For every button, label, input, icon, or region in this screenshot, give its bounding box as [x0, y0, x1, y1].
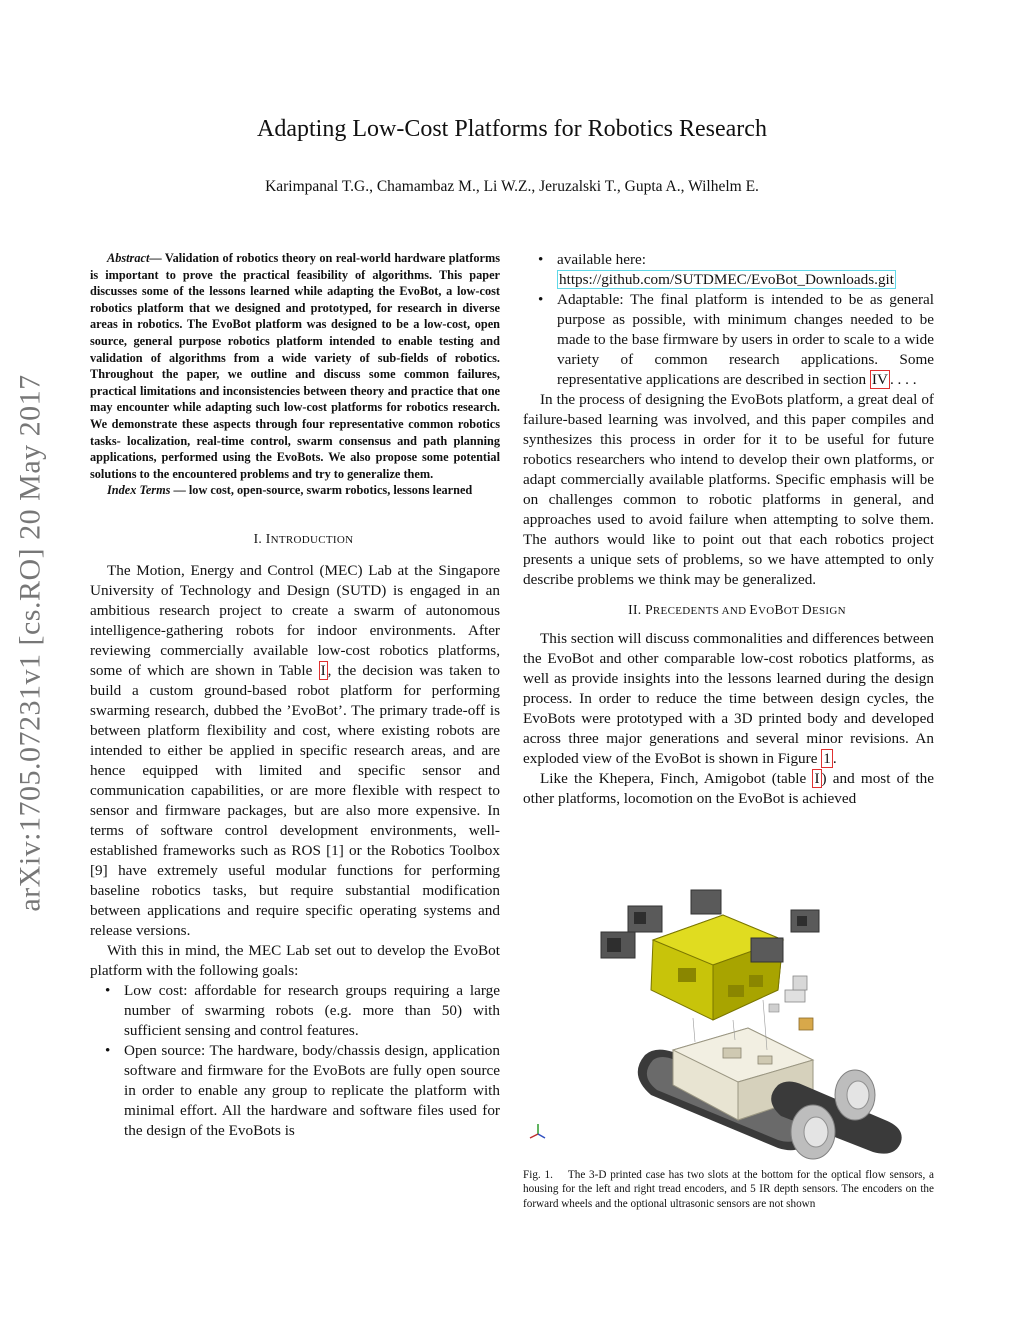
table-ref-link[interactable]: I — [814, 770, 820, 787]
goals-list-3 — [523, 290, 934, 390]
figure-caption: Fig. 1. The 3-D printed case has two slots at the bottom for the optical flow sensors, a housing for the left and right tread encoders, and 5 IR depth sensors. The encoders on the forward wheels and the optional ultrasonic sensors are not shown — [523, 1169, 934, 1210]
front-wheel-left — [791, 1105, 835, 1159]
table-ref-link[interactable]: I — [320, 661, 326, 679]
list-item-continued: • available here: https://github.com/SUTDMEC/EvoBot_Downloads.git — [523, 250, 934, 290]
axis-triad-icon — [530, 1124, 545, 1138]
abstract-text: — Validation of robotics theory on real-world hardware platforms is important to prove the practical feasibility of algorithms. This paper discusses some of the lessons learned while adapting the EvoBot, a low-cost robotics platform that we designed and prototyped, for research in diverse areas in robotics. The EvoBot platform was designed to be a low-cost, open source, general purpose robotics platform intended to enable testing and validation of algorithms from a wide variety of sub-fields of robotics. Throughout the paper, we outline and discuss some common failures, practical limitations and inconsistencies between theory and practice that one may encounter while adapting such low-cost platforms for robotics research. We demonstrate these aspects through four representative common robotics tasks- localization, real-time control, swarm consensus and path planning applications, performed using the EvoBots. We also propose some potential solutions to the encountered problems and try to generalize them. — [90, 251, 500, 481]
intro-paragraph-2: With this in mind, the MEC Lab set out to develop the EvoBot platform with the following goals: — [90, 941, 500, 979]
goals-list — [90, 981, 500, 1141]
right-column — [523, 250, 934, 809]
left-column — [90, 250, 500, 1141]
section-heading-introduction: I. INTRODUCTION — [253, 530, 354, 546]
intro-paragraph-3: In the process of designing the EvoBots platform, a great deal of failure-based learning was involved, and this paper compiles and synthesizes this process in order for it to be useful for future robotics researchers who intend to develop their own platforms, or adapt commercially available platforms. Specific emphasis will be on challenges common to robotic platforms in general, and approaches used to avoid failure when attempting to solve them. The authors would like to point out that each robotics project presents a unique sets of problems, so we have attempted to only describe problems we think may be generalized. — [523, 391, 934, 588]
section2-paragraph-1: This section will discuss commonalities and differences between the EvoBot and other comparable low-cost robotics platforms, as well as provide insights into the lessons learned during the design process. In order to reduce the time between design cycles, the EvoBots were prototyped with a 3D printed body and developed across three major generations and several minor revisions. An exploded view of the EvoBot is shown in Figure 1 . — [523, 630, 934, 767]
abstract-label: Abstract — [107, 251, 150, 265]
goals-list-continued — [523, 250, 934, 290]
arxiv-stamp: arXiv:1705.07231v1 [cs.RO] 20 May 2017 — [14, 374, 47, 912]
front-wheel-right — [835, 1070, 875, 1120]
intro-paragraph-1: The Motion, Energy and Control (MEC) Lab at the Singapore University of Technology and Design (SUTD) is engaged in an ambitious research project to create a swarm of autonomous intelligence-gathering robots for indoor environments. After reviewing commercially available low-cost robotics platforms, some of which are shown in Table I , the decision was taken to build a custom ground-based robot platform for performing swarming research, dubbed the ’EvoBot’. The primary trade-off is between platform flexibility and cost, where existing robots are intended to either be applied in specific research areas, and are hence equipped with limited and specific sensor and communication capabilities, or are more flexible with respect to sensor and firmware packages, but are also more expensive. In terms of software control development environments, well-established frameworks such as ROS [1] or the Robotics Toolbox [9] have extremely useful modular functions for performing baseline robotics tasks, but require substantial modification between applications and require specific operating systems and release versions. — [90, 561, 500, 939]
paper-title: Adapting Low-Cost Platforms for Robotics Research — [257, 116, 767, 142]
list-item: • Low cost: affordable for research groups requiring a large number of swarming robots (e.g. more than 50) with sufficient sensing and control features. — [90, 981, 500, 1041]
index-terms-text: — low cost, open-source, swarm robotics, lessons learned — [170, 483, 473, 498]
section-heading-precedents: II. PRECEDENTS AND EVOBOT DESIGN — [628, 602, 846, 617]
evobot-exploded-figure — [523, 880, 934, 1162]
section-ref-link[interactable]: IV — [871, 371, 888, 388]
list-item: • Open source: The hardware, body/chassis design, application software and firmware for the EvoBots are fully open source in order to enable any group to replicate the platform with minimal effort. All the hardware and software files used for the design of the EvoBots is — [90, 1041, 500, 1141]
figure-ref-link[interactable]: 1 — [823, 750, 831, 767]
index-terms — [90, 482, 500, 499]
author-list: Karimpanal T.G., Chamambaz M., Li W.Z., Jeruzalski T., Gupta A., Wilhelm E. — [265, 178, 759, 195]
list-item: • Adaptable: The final platform is intended to be as general purpose as possible, with minimum changes needed to be made to the base firmware by users in order to scale to a wide variety of common research applications. Some representative applications are described in section IV . . . . — [523, 290, 934, 390]
github-link[interactable]: https://github.com/SUTDMEC/EvoBot_Downloads.git — [559, 271, 894, 288]
index-terms-label: Index Terms — [107, 483, 171, 498]
abstract — [90, 250, 500, 482]
section2-paragraph-2: Like the Khepera, Finch, Amigobot (table I ) and most of the other platforms, locomotion on the EvoBot is achieved — [523, 770, 935, 807]
